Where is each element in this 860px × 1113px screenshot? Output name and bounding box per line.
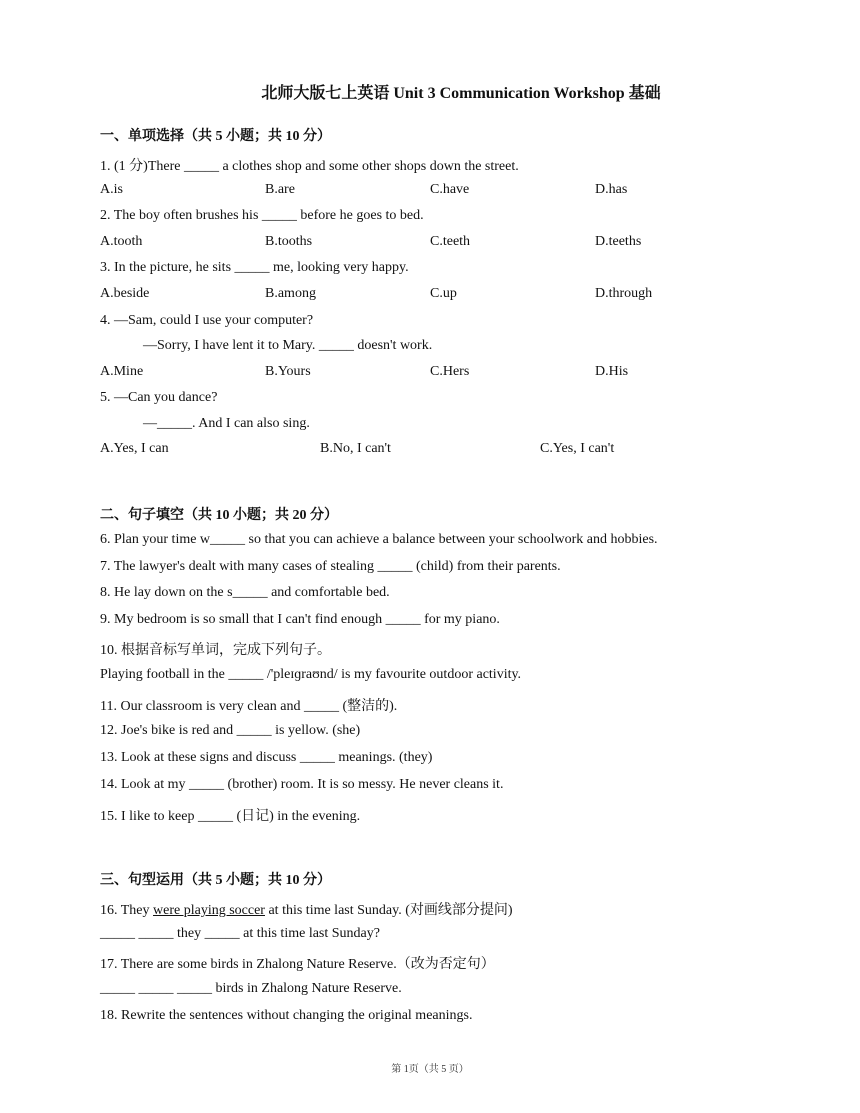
- question-17: 17. There are some birds in Zhalong Nature Reserve.（改为否定句）: [100, 957, 495, 972]
- question-7: 7. The lawyer's dealt with many cases of stealing _____ (child) from their parents.: [100, 559, 561, 574]
- q4-option-d: D.His: [595, 364, 629, 379]
- page-title: 北师大版七上英语 Unit 3 Communication Workshop 基础: [261, 85, 661, 102]
- q4-option-c: C.Hers: [430, 364, 470, 379]
- q1-option-b: B.are: [265, 182, 295, 197]
- question-4-reply: —Sorry, I have lent it to Mary. _____ doesn't work.: [143, 338, 433, 353]
- question-18: 18. Rewrite the sentences without changing the original meanings.: [100, 1008, 473, 1023]
- q1-option-d: D.has: [595, 182, 628, 197]
- page-footer: 第 1页（共 5 页）: [391, 1064, 469, 1075]
- q3-option-a: A.beside: [100, 286, 150, 301]
- question-3: 3. In the picture, he sits _____ me, looking very happy.: [100, 260, 409, 275]
- question-4: 4. —Sam, could I use your computer?: [100, 313, 314, 328]
- question-6: 6. Plan your time w_____ so that you can achieve a balance between your schoolwork and hobbies.: [100, 532, 658, 547]
- q2-option-a: A.tooth: [100, 234, 143, 249]
- question-10-sentence: Playing football in the _____ /'pleɪɡraʊnd/ is my favourite outdoor activity.: [100, 667, 522, 682]
- q1-option-a: A.is: [100, 182, 123, 197]
- q2-option-c: C.teeth: [430, 234, 471, 249]
- question-12: 12. Joe's bike is red and _____ is yellow. (she): [100, 723, 361, 738]
- question-9: 9. My bedroom is so small that I can't find enough _____ for my piano.: [100, 612, 500, 627]
- section-heading-3: 三、句型运用（共 5 小题；共 10 分）: [100, 873, 331, 888]
- q3-option-d: D.through: [595, 286, 653, 301]
- q1-option-c: C.have: [430, 182, 470, 197]
- question-1: 1. (1 分)There _____ a clothes shop and some other shops down the street.: [100, 159, 519, 174]
- section-heading-2: 二、句子填空（共 10 小题；共 20 分）: [100, 508, 338, 523]
- question-15: 15. I like to keep _____ (日记) in the evening.: [100, 809, 361, 824]
- question-2: 2. The boy often brushes his _____ before he goes to bed.: [100, 208, 424, 223]
- question-5: 5. —Can you dance?: [100, 390, 218, 405]
- q4-option-b: B.Yours: [265, 364, 311, 379]
- question-14: 14. Look at my _____ (brother) room. It is so messy. He never cleans it.: [100, 777, 504, 792]
- section-heading-1: 一、单项选择（共 5 小题；共 10 分）: [100, 129, 331, 144]
- q5-option-c: C.Yes, I can't: [540, 441, 615, 456]
- question-16-answer-line: _____ _____ they _____ at this time last Sunday?: [100, 926, 380, 941]
- question-5-reply: —_____. And I can also sing.: [143, 416, 310, 431]
- q2-option-b: B.tooths: [265, 234, 313, 249]
- q4-option-a: A.Mine: [100, 364, 144, 379]
- question-16: 16. They were playing soccer at this time last Sunday. (对画线部分提问): [100, 903, 513, 918]
- q3-option-c: C.up: [430, 286, 457, 301]
- question-10: 10. 根据音标写单词，完成下列句子。: [100, 643, 331, 658]
- question-8: 8. He lay down on the s_____ and comfortable bed.: [100, 585, 390, 600]
- question-11: 11. Our classroom is very clean and _____ (整洁的).: [100, 699, 398, 714]
- q5-option-a: A.Yes, I can: [100, 441, 169, 456]
- q5-option-b: B.No, I can't: [320, 441, 391, 456]
- underlined-phrase: were playing soccer: [153, 903, 265, 918]
- q3-option-b: B.among: [265, 286, 316, 301]
- q2-option-d: D.teeths: [595, 234, 642, 249]
- question-17-answer-line: _____ _____ _____ birds in Zhalong Nature Reserve.: [100, 981, 402, 996]
- question-13: 13. Look at these signs and discuss _____ meanings. (they): [100, 750, 433, 765]
